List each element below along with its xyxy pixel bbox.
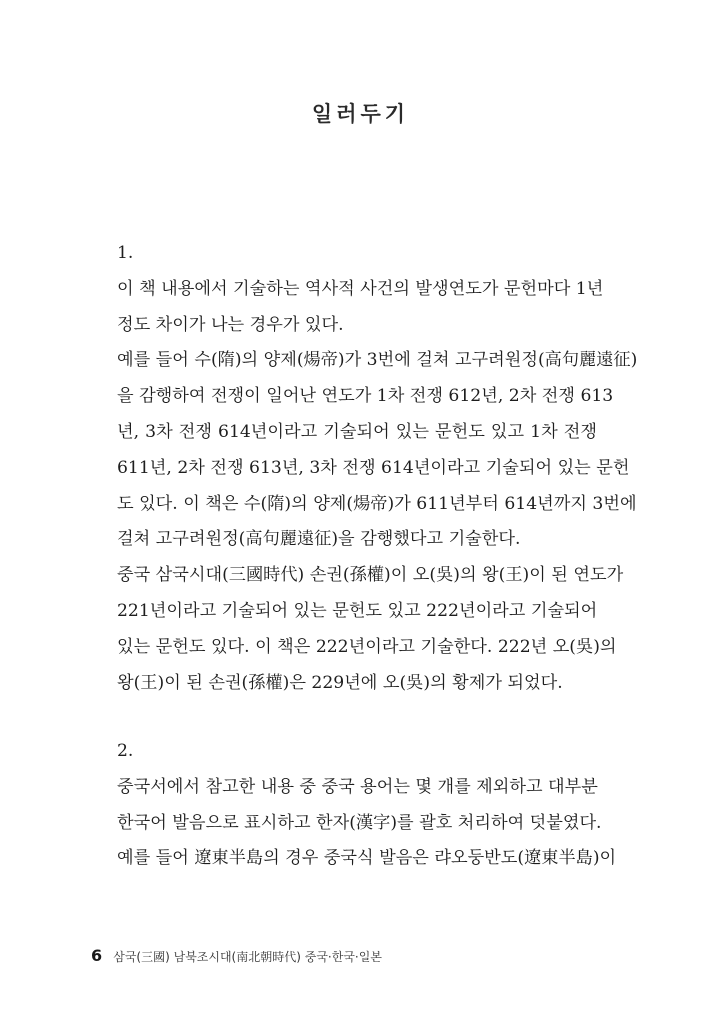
running-title: 삼국(三國) 남북조시대(南北朝時代) 중국·한국·일본 <box>113 950 382 964</box>
text-line: 예를 들어 遼東半島의 경우 중국식 발음은 랴오둥반도(遼東半島)이 <box>117 848 617 869</box>
page-footer <box>91 946 382 965</box>
text-line: 왕(王)이 된 손권(孫權)은 229년에 오(吳)의 황제가 되었다. <box>117 672 563 693</box>
text-line: 221년이라고 기술되어 있는 문헌도 있고 222년이라고 기술되어 <box>117 600 598 621</box>
page-title: 일러두기 <box>311 102 410 126</box>
text-line: 한국어 발음으로 표시하고 한자(漢字)를 괄호 처리하여 덧붙였다. <box>117 812 602 833</box>
text-line: 중국서에서 참고한 내용 중 중국 용어는 몇 개를 제외하고 대부분 <box>117 776 598 797</box>
section-2 <box>117 734 617 877</box>
section-number: 1. <box>117 243 134 263</box>
text-line: 예를 들어 수(隋)의 양제(煬帝)가 3번에 걸쳐 고구려원정(高句麗遠征) <box>117 350 638 371</box>
text-line: 도 있다. 이 책은 수(隋)의 양제(煬帝)가 611년부터 614년까지 3번에 <box>117 493 637 514</box>
section-1 <box>117 236 638 701</box>
text-line: 걸쳐 고구려원정(高句麗遠征)을 감행했다고 기술한다. <box>117 529 521 550</box>
text-line: 중국 삼국시대(三國時代) 손권(孫權)이 오(吳)의 왕(王)이 된 연도가 <box>117 565 624 586</box>
section-number: 2. <box>117 741 134 761</box>
text-line: 611년, 2차 전쟁 613년, 3차 전쟁 614년이라고 기술되어 있는 문헌 <box>117 457 630 478</box>
text-line: 있는 문헌도 있다. 이 책은 222년이라고 기술한다. 222년 오(吳)의 <box>117 636 617 657</box>
text-line: 이 책 내용에서 기술하는 역사적 사건의 발생연도가 문헌마다 1년 <box>117 278 604 299</box>
text-line: 을 감행하여 전쟁이 일어난 연도가 1차 전쟁 612년, 2차 전쟁 613 <box>117 386 614 407</box>
text-line: 정도 차이가 나는 경우가 있다. <box>117 314 344 335</box>
page-number: 6 <box>91 946 103 965</box>
text-line: 년, 3차 전쟁 614년이라고 기술되어 있는 문헌도 있고 1차 전쟁 <box>117 421 597 442</box>
